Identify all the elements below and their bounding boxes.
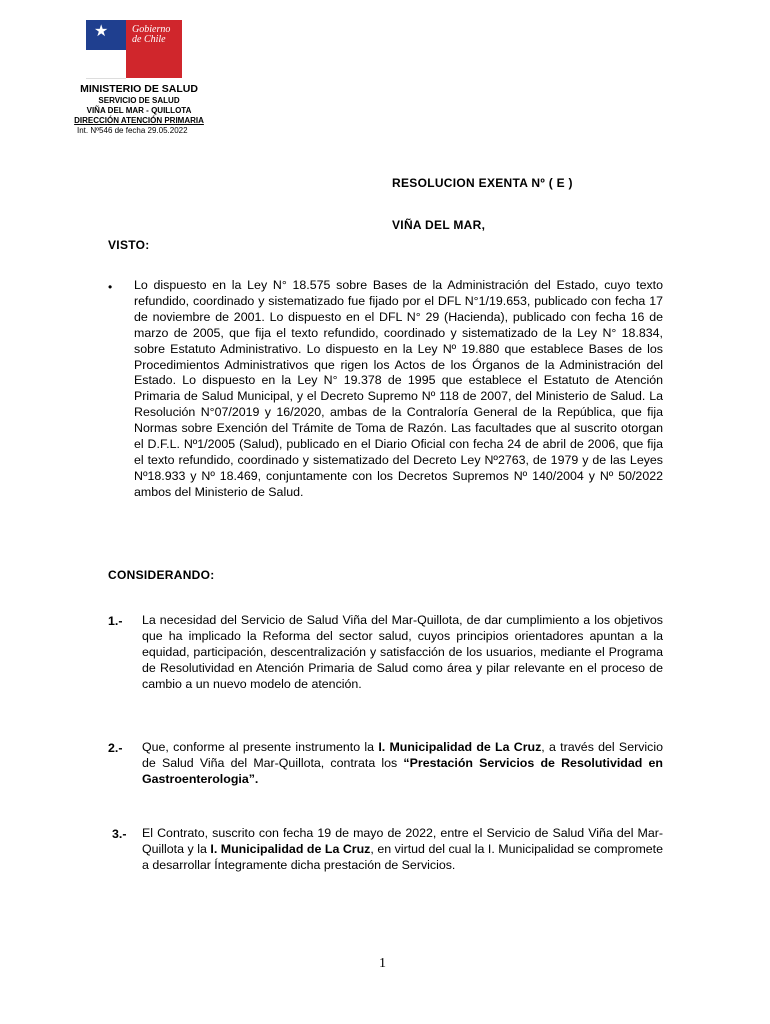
item-number: 2.- [108,741,123,755]
header-int: Int. Nº546 de fecha 29.05.2022 [77,126,188,135]
logo-text: Gobierno de Chile [132,24,171,45]
service-name: “Prestación Servicios de Resolutividad en Gastroenterologia”. [142,755,663,786]
city-line: VIÑA DEL MAR, [392,218,486,232]
considerando-item-1: La necesidad del Servicio de Salud Viña del Mar-Quillota, de dar cumplimiento a los objetivos que ha implicado la Reforma del sector salud, cuyos principios orientadores apuntan a la equidad, participación, descentralización y satisfacción de los usuarios, mediante el Programa de Resolutividad en Atención Primaria de Salud como área y pilar relevante en el proceso de cambio a un nuevo modelo de atención. [142,613,663,691]
header-ministerio: MINISTERIO DE SALUD [80,83,198,95]
visto-paragraph: Lo dispuesto en la Ley N° 18.575 sobre Bases de la Administración del Estado, cuyo texto refundido, coordinado y sistematizado fue fijado por el DFL N°1/19.653, publicado con fecha 17 de noviembre de 2001. Lo dispuesto en el DFL N° 29 (Hacienda), publicado con fecha 16 de marzo de 2005, que fija el texto refundido, coordinado y sistematizado de la Ley N° 18.834, sobre Estatuto Administrativo. Lo dispuesto en la Ley Nº 19.880 que establece Bases de los Procedimientos Administrativos que rigen los Actos de los Órganos de la Administración del Estado. Lo dispuesto en la Ley N° 19.378 de 1995 que establece el Estatuto de Atención Primaria de Salud Municipal, y el Decreto Supremo Nº 118 de 2007, del Ministerio de Salud. La Resolución N°07/2019 y 16/2020, ambas de la Contraloría General de la República, que fija Normas sobre Exención del Trámite de Toma de Razón. Las facultades que al suscrito otorgan el D.F.L. Nº1/2005 (Salud), publicado en el Diario Oficial con fecha 24 de abril de 2006, que fija el texto refundido, coordinado y sistematizado del Decreto Ley Nº2763, de 1979 y de las Leyes Nº18.933 y Nº 18.469, conjuntamente con los Decretos Supremos Nº 140/2004 y Nº 50/2022 ambos del Ministerio de Salud. [134,278,663,499]
gobierno-de-chile-logo [86,20,182,78]
considerando-item-3: El Contrato, suscrito con fecha 19 de mayo de 2022, entre el Servicio de Salud Viña del Mar-Quillota y la I. Municipalidad de La Cruz, en virtud del cual la I. Municipalidad se compromete a desarrollar Íntegramente dicha prestación de Servicios. [142,826,664,872]
municipality-name: I. Municipalidad de La Cruz [378,740,542,754]
considerando-item-2: Que, conforme al presente instrumento la I. Municipalidad de La Cruz, a través del Servicio de Salud Viña del Mar-Quillota, contrata los “Prestación Servicios de Resolutividad en Gastroenterologia”. [142,740,664,786]
item-number: 3.- [112,827,127,841]
header-direccion: DIRECCIÓN ATENCIÓN PRIMARIA [74,116,204,125]
header-servicio: SERVICIO DE SALUD [98,96,180,105]
municipality-name: I. Municipalidad de La Cruz [210,841,371,856]
item-number: 1.- [108,614,123,628]
page-number: 1 [379,956,386,971]
visto-heading: VISTO: [108,238,150,252]
star-icon: ★ [94,23,109,40]
bullet-icon: • [108,280,113,294]
resolution-title: RESOLUCION EXENTA Nº ( E ) [392,176,573,190]
considerando-heading: CONSIDERANDO: [108,568,215,582]
header-vina: VIÑA DEL MAR - QUILLOTA [86,106,192,115]
